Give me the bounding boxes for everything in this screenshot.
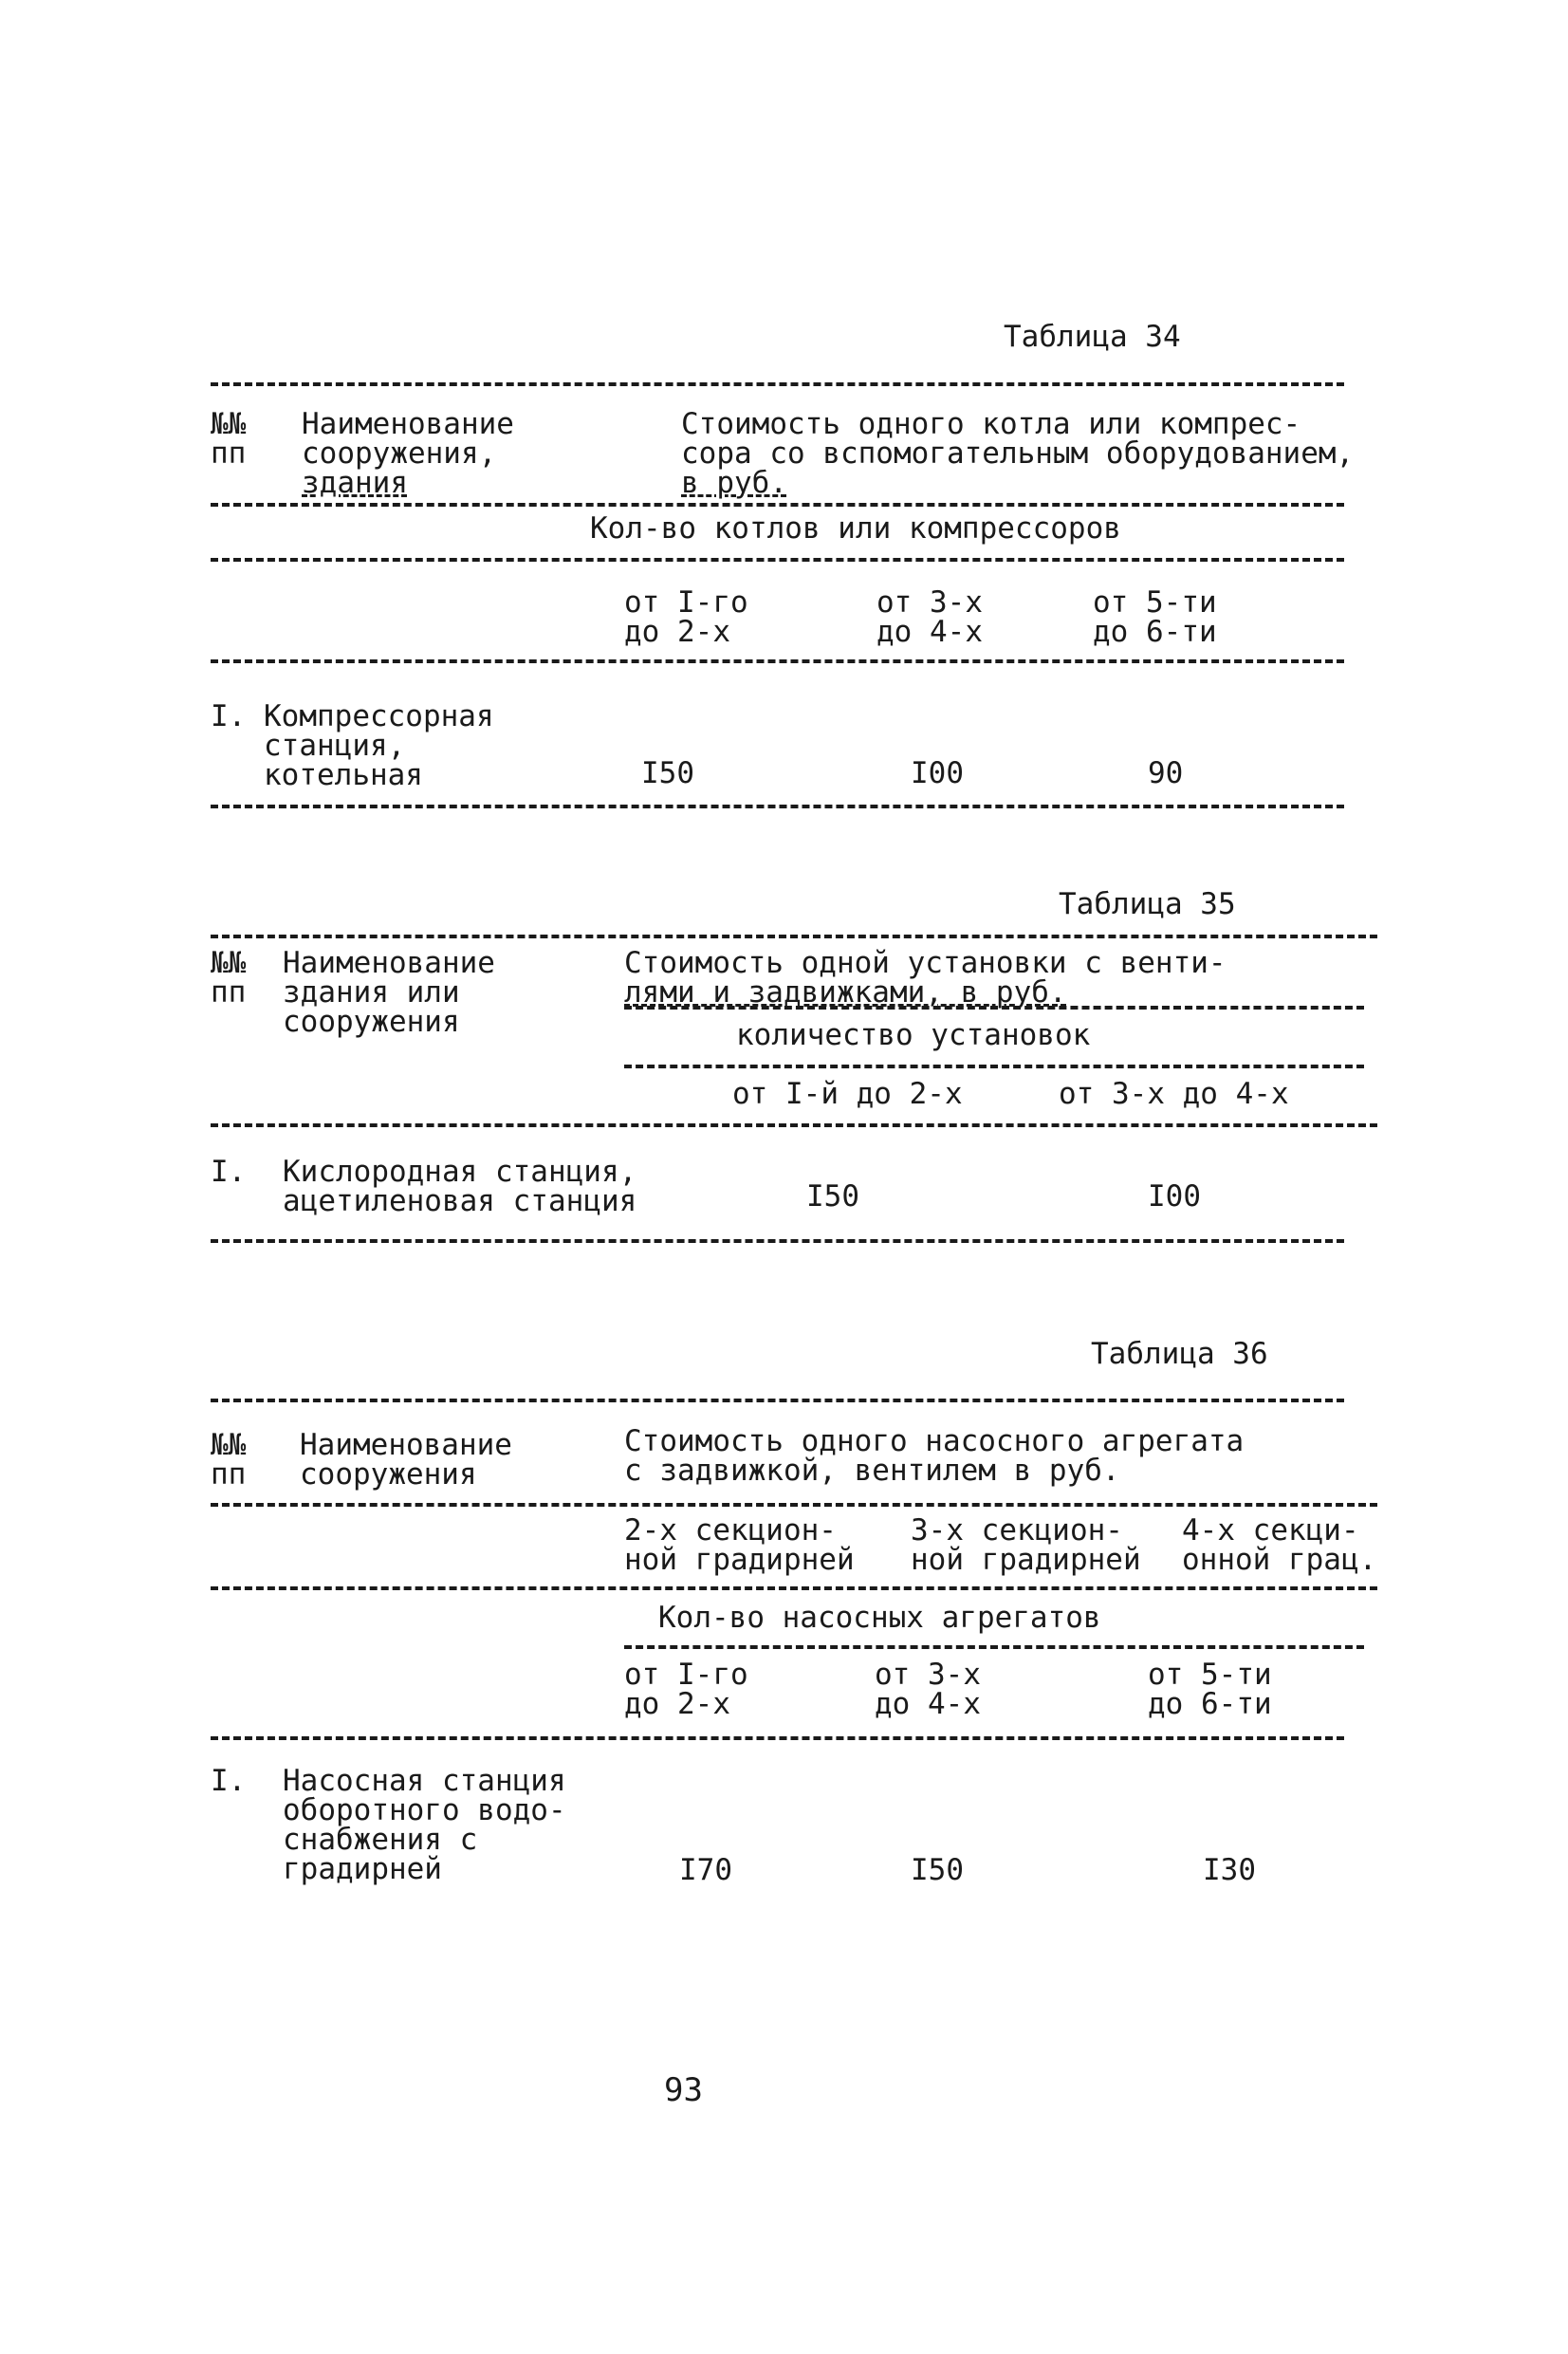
table36-value-2: I50 (911, 1853, 964, 1887)
table36-qty-header: Кол-во насосных агрегатов (658, 1601, 1101, 1635)
table34-rule-top (211, 382, 1344, 386)
table36-rule-ranges (211, 1736, 1344, 1740)
table36-value-3: I30 (1203, 1853, 1256, 1887)
table36-type-3: 4-х секци- онной грац. (1182, 1513, 1377, 1577)
table35-row-name: Кислородная станция, ацетиленовая станция (283, 1155, 637, 1218)
table36-value-1: I70 (679, 1853, 732, 1887)
table35-col-name: Наименование здания или сооружения (283, 946, 495, 1039)
table34-rule-header (211, 503, 1344, 507)
page-number: 93 (664, 2071, 703, 2109)
table34-caption: Таблица 34 (1004, 320, 1181, 354)
table34-row-no: I. (211, 699, 247, 733)
table35-rule-bottom (211, 1239, 1344, 1243)
table34-range-1: от I-го до 2-х (624, 585, 748, 649)
table36-range-3: от 5-ти до 6-ти (1148, 1658, 1272, 1721)
table35-caption: Таблица 35 (1059, 887, 1236, 921)
table34-rule-bottom (211, 805, 1344, 808)
table35-value-2: I00 (1148, 1179, 1201, 1214)
table35-rule-top (211, 935, 1377, 938)
table35-rule-qty (624, 1065, 1364, 1068)
table35-value-1: I50 (806, 1179, 859, 1214)
table35-rule-header (624, 1006, 1364, 1010)
table34-col-no: №№ пп (211, 407, 247, 471)
table34-range-2: от 3-х до 4-х (876, 585, 983, 649)
table36-row-no: I. (211, 1764, 247, 1798)
table36-rule-qty (624, 1645, 1364, 1649)
table34-value-1: I50 (641, 756, 694, 790)
table36-rule-header (211, 1503, 1377, 1507)
table34-row-name: Компрессорная станция, котельная (264, 699, 494, 792)
table34-qty-header: Кол-во котлов или компрессоров (590, 511, 1121, 546)
table34-range-3: от 5-ти до 6-ти (1093, 585, 1217, 649)
table36-type-1: 2-х секцион- ной градирней (624, 1513, 855, 1577)
table34-value-2: I00 (911, 756, 964, 790)
table36-row-name: Насосная станция оборотного водо- снабжения с градирней (283, 1764, 566, 1886)
table36-rule-top (211, 1399, 1344, 1402)
table34-col-name: Наименование сооружения, здания (302, 407, 514, 500)
table36-type-2: 3-х секцион- ной градирней (911, 1513, 1141, 1577)
table34-value-3: 90 (1148, 756, 1184, 790)
table36-range-2: от 3-х до 4-х (875, 1658, 981, 1721)
table36-rule-types (211, 1586, 1377, 1590)
table35-range-2: от 3-х до 4-х (1059, 1077, 1289, 1111)
table36-col-name: Наименование сооружения (300, 1428, 512, 1492)
table35-rule-ranges (211, 1123, 1377, 1127)
table36-range-1: от I-го до 2-х (624, 1658, 748, 1721)
table35-range-1: от I-й до 2-х (732, 1077, 963, 1111)
table36-caption: Таблица 36 (1091, 1337, 1268, 1371)
table35-cost-header: Стоимость одной установки с венти- лями и задвижками, в руб. (624, 946, 1227, 1010)
table36-cost-header: Стоимость одного насосного агрегата с задвижкой, вентилем в руб. (624, 1424, 1245, 1488)
table34-cost-header: Стоимость одного котла или компрес- сора со вспомогательным оборудованием, в руб. (681, 407, 1355, 500)
table35-qty-header: количество установок (736, 1018, 1091, 1052)
table35-row-no: I. (211, 1155, 247, 1189)
table35-col-no: №№ пп (211, 946, 247, 1010)
table36-col-no: №№ пп (211, 1428, 247, 1492)
table34-rule-ranges (211, 659, 1344, 663)
table34-rule-qty (211, 558, 1344, 562)
